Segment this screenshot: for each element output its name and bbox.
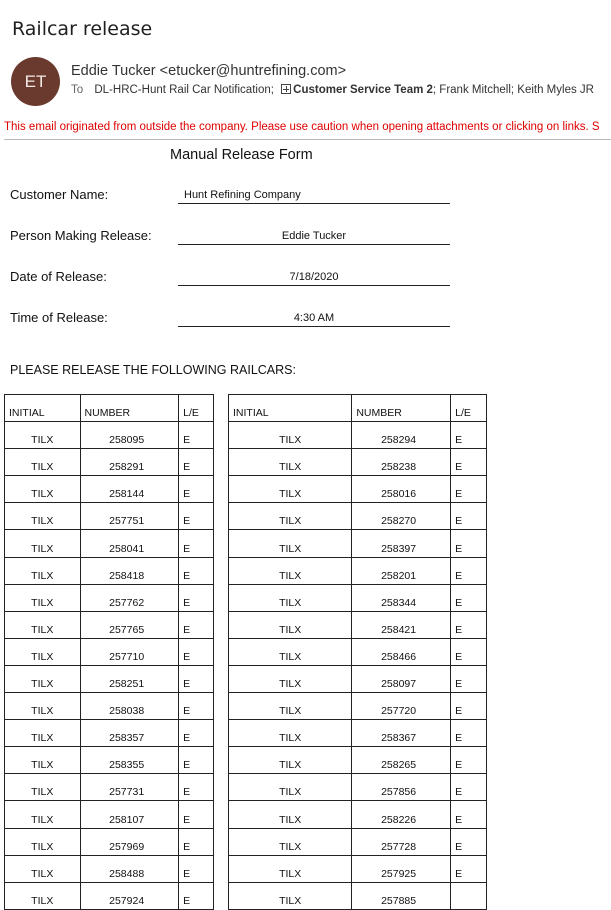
- cell-number: 257728: [352, 828, 451, 855]
- cell-initial: TILX: [229, 611, 352, 638]
- field-label-person: Person Making Release:: [10, 228, 152, 243]
- table-row: [5, 801, 214, 828]
- release-instruction: PLEASE RELEASE THE FOLLOWING RAILCARS:: [10, 363, 296, 377]
- column-header-number: NUMBER: [352, 395, 451, 422]
- table-row: [229, 693, 487, 720]
- table-row: [229, 720, 487, 747]
- cell-le: E: [179, 774, 214, 801]
- cell-initial: TILX: [5, 828, 81, 855]
- table-row: [5, 665, 214, 692]
- cell-number: 258421: [352, 611, 451, 638]
- railcar-table-right: [228, 394, 487, 910]
- cell-le: E: [451, 503, 487, 530]
- cell-initial: TILX: [229, 422, 352, 449]
- form-title: Manual Release Form: [170, 147, 313, 163]
- field-label-customer: Customer Name:: [10, 187, 109, 202]
- cell-initial: TILX: [229, 693, 352, 720]
- cell-number: 258016: [352, 476, 451, 503]
- cell-number: 258144: [80, 476, 179, 503]
- cell-initial: TILX: [5, 855, 81, 882]
- cell-initial: TILX: [5, 584, 81, 611]
- table-row: [5, 422, 214, 449]
- cell-number: 257924: [80, 882, 179, 909]
- cell-number: 258294: [352, 422, 451, 449]
- field-value-time: 4:30 AM: [178, 310, 450, 327]
- table-row: [5, 747, 214, 774]
- cell-le: E: [451, 828, 487, 855]
- table-row: [229, 503, 487, 530]
- cell-number: 257720: [352, 693, 451, 720]
- cell-number: 258344: [352, 584, 451, 611]
- table-row: [5, 557, 214, 584]
- table-row: [229, 611, 487, 638]
- table-row: [5, 584, 214, 611]
- cell-initial: TILX: [229, 665, 352, 692]
- cell-number: 258251: [80, 665, 179, 692]
- cell-number: 258238: [352, 449, 451, 476]
- table-row: [5, 476, 214, 503]
- cell-le: E: [179, 422, 214, 449]
- field-value-date: 7/18/2020: [178, 269, 450, 286]
- cell-number: 258097: [352, 665, 451, 692]
- cell-initial: TILX: [229, 882, 352, 909]
- cell-initial: TILX: [5, 449, 81, 476]
- cell-number: 257731: [80, 774, 179, 801]
- cell-number: 257885: [352, 882, 451, 909]
- cell-number: 258226: [352, 801, 451, 828]
- cell-initial: TILX: [229, 638, 352, 665]
- table-row: [5, 503, 214, 530]
- email-subject: Railcar release: [12, 18, 153, 40]
- cell-initial: TILX: [229, 720, 352, 747]
- recipients-line: [71, 84, 594, 96]
- cell-number: 257751: [80, 503, 179, 530]
- cell-initial: TILX: [5, 530, 81, 557]
- table-row: [229, 557, 487, 584]
- cell-number: 257765: [80, 611, 179, 638]
- cell-number: 257969: [80, 828, 179, 855]
- table-row: [5, 638, 214, 665]
- cell-le: E: [179, 503, 214, 530]
- cell-le: E: [179, 801, 214, 828]
- cell-number: 258291: [80, 449, 179, 476]
- cell-initial: TILX: [229, 584, 352, 611]
- recipient-others[interactable]: ; Frank Mitchell; Keith Myles JR: [432, 84, 594, 97]
- cell-le: E: [451, 611, 487, 638]
- cell-le: E: [451, 584, 487, 611]
- to-label: To: [71, 84, 84, 97]
- external-warning: This email originated from outside the company. Please use caution when opening attachments or clicking on links. S: [4, 121, 600, 133]
- cell-initial: TILX: [5, 611, 81, 638]
- cell-le: E: [179, 611, 214, 638]
- table-row: [5, 855, 214, 882]
- cell-le: E: [179, 449, 214, 476]
- cell-le: E: [179, 584, 214, 611]
- table-row: [229, 476, 487, 503]
- cell-le: E: [179, 693, 214, 720]
- cell-number: 258466: [352, 638, 451, 665]
- cell-number: 258095: [80, 422, 179, 449]
- cell-number: 258265: [352, 747, 451, 774]
- table-row: [229, 665, 487, 692]
- expand-group-icon[interactable]: [281, 84, 291, 94]
- column-header-initial: INITIAL: [5, 395, 81, 422]
- cell-initial: TILX: [5, 882, 81, 909]
- cell-initial: TILX: [229, 774, 352, 801]
- cell-initial: TILX: [5, 638, 81, 665]
- cell-initial: TILX: [5, 557, 81, 584]
- column-header-le: L/E: [179, 395, 214, 422]
- cell-number: 257762: [80, 584, 179, 611]
- cell-initial: TILX: [5, 774, 81, 801]
- cell-le: E: [179, 476, 214, 503]
- cell-initial: TILX: [5, 693, 81, 720]
- table-row: [5, 720, 214, 747]
- cell-le: E: [451, 638, 487, 665]
- table-row: [229, 828, 487, 855]
- cell-number: 258418: [80, 557, 179, 584]
- field-label-date: Date of Release:: [10, 269, 107, 284]
- table-row: [229, 801, 487, 828]
- field-label-time: Time of Release:: [10, 310, 108, 325]
- cell-initial: TILX: [5, 476, 81, 503]
- cell-initial: TILX: [229, 503, 352, 530]
- cell-initial: TILX: [229, 828, 352, 855]
- cell-initial: TILX: [5, 503, 81, 530]
- table-row: [229, 882, 487, 909]
- cell-number: 258355: [80, 747, 179, 774]
- cell-initial: TILX: [5, 665, 81, 692]
- table-row: [5, 828, 214, 855]
- cell-le: E: [451, 720, 487, 747]
- cell-le: E: [451, 801, 487, 828]
- cell-le: E: [451, 557, 487, 584]
- column-header-le: L/E: [451, 395, 487, 422]
- cell-le: E: [451, 449, 487, 476]
- avatar[interactable]: ET: [11, 57, 60, 106]
- table-row: [229, 422, 487, 449]
- railcar-table-left: [4, 394, 214, 910]
- cell-le: E: [179, 747, 214, 774]
- table-row: [229, 584, 487, 611]
- table-row: [5, 611, 214, 638]
- cell-initial: TILX: [5, 747, 81, 774]
- recipient-dl[interactable]: DL-HRC-Hunt Rail Car Notification;: [94, 84, 274, 97]
- recipient-group[interactable]: Customer Service Team 2: [293, 84, 433, 97]
- cell-number: 258397: [352, 530, 451, 557]
- cell-initial: TILX: [5, 801, 81, 828]
- cell-initial: TILX: [229, 530, 352, 557]
- cell-initial: TILX: [5, 720, 81, 747]
- cell-number: 257925: [352, 855, 451, 882]
- cell-number: 258038: [80, 693, 179, 720]
- table-row: [229, 855, 487, 882]
- cell-le: E: [179, 882, 214, 909]
- divider: [4, 139, 611, 140]
- cell-le: E: [179, 530, 214, 557]
- table-row: [5, 774, 214, 801]
- cell-number: 257710: [80, 638, 179, 665]
- cell-number: 258488: [80, 855, 179, 882]
- column-header-initial: INITIAL: [229, 395, 352, 422]
- cell-initial: TILX: [229, 476, 352, 503]
- field-value-customer: Hunt Refining Company: [178, 187, 450, 204]
- cell-le: [451, 882, 487, 909]
- cell-number: 258201: [352, 557, 451, 584]
- cell-le: E: [179, 638, 214, 665]
- cell-le: E: [451, 530, 487, 557]
- cell-initial: TILX: [229, 747, 352, 774]
- cell-initial: TILX: [229, 557, 352, 584]
- column-header-number: NUMBER: [80, 395, 179, 422]
- field-value-person: Eddie Tucker: [178, 228, 450, 245]
- table-row: [5, 449, 214, 476]
- cell-initial: TILX: [229, 801, 352, 828]
- cell-number: 258357: [80, 720, 179, 747]
- cell-le: E: [179, 720, 214, 747]
- cell-le: E: [179, 855, 214, 882]
- cell-number: 258107: [80, 801, 179, 828]
- table-row: [229, 774, 487, 801]
- cell-number: 257856: [352, 774, 451, 801]
- cell-le: E: [179, 665, 214, 692]
- cell-le: E: [451, 855, 487, 882]
- sender-line[interactable]: Eddie Tucker <etucker@huntrefining.com>: [71, 63, 347, 79]
- table-row: [229, 449, 487, 476]
- cell-le: E: [179, 828, 214, 855]
- cell-number: 258041: [80, 530, 179, 557]
- cell-initial: TILX: [5, 422, 81, 449]
- table-row: [5, 693, 214, 720]
- cell-le: E: [451, 665, 487, 692]
- cell-le: E: [451, 774, 487, 801]
- cell-number: 258367: [352, 720, 451, 747]
- cell-initial: TILX: [229, 449, 352, 476]
- table-row: [5, 882, 214, 909]
- cell-le: E: [451, 747, 487, 774]
- cell-le: E: [179, 557, 214, 584]
- cell-le: E: [451, 476, 487, 503]
- table-row: [229, 530, 487, 557]
- table-row: [229, 638, 487, 665]
- cell-le: E: [451, 693, 487, 720]
- table-row: [5, 530, 214, 557]
- cell-number: 258270: [352, 503, 451, 530]
- cell-initial: TILX: [229, 855, 352, 882]
- table-row: [229, 747, 487, 774]
- cell-le: E: [451, 422, 487, 449]
